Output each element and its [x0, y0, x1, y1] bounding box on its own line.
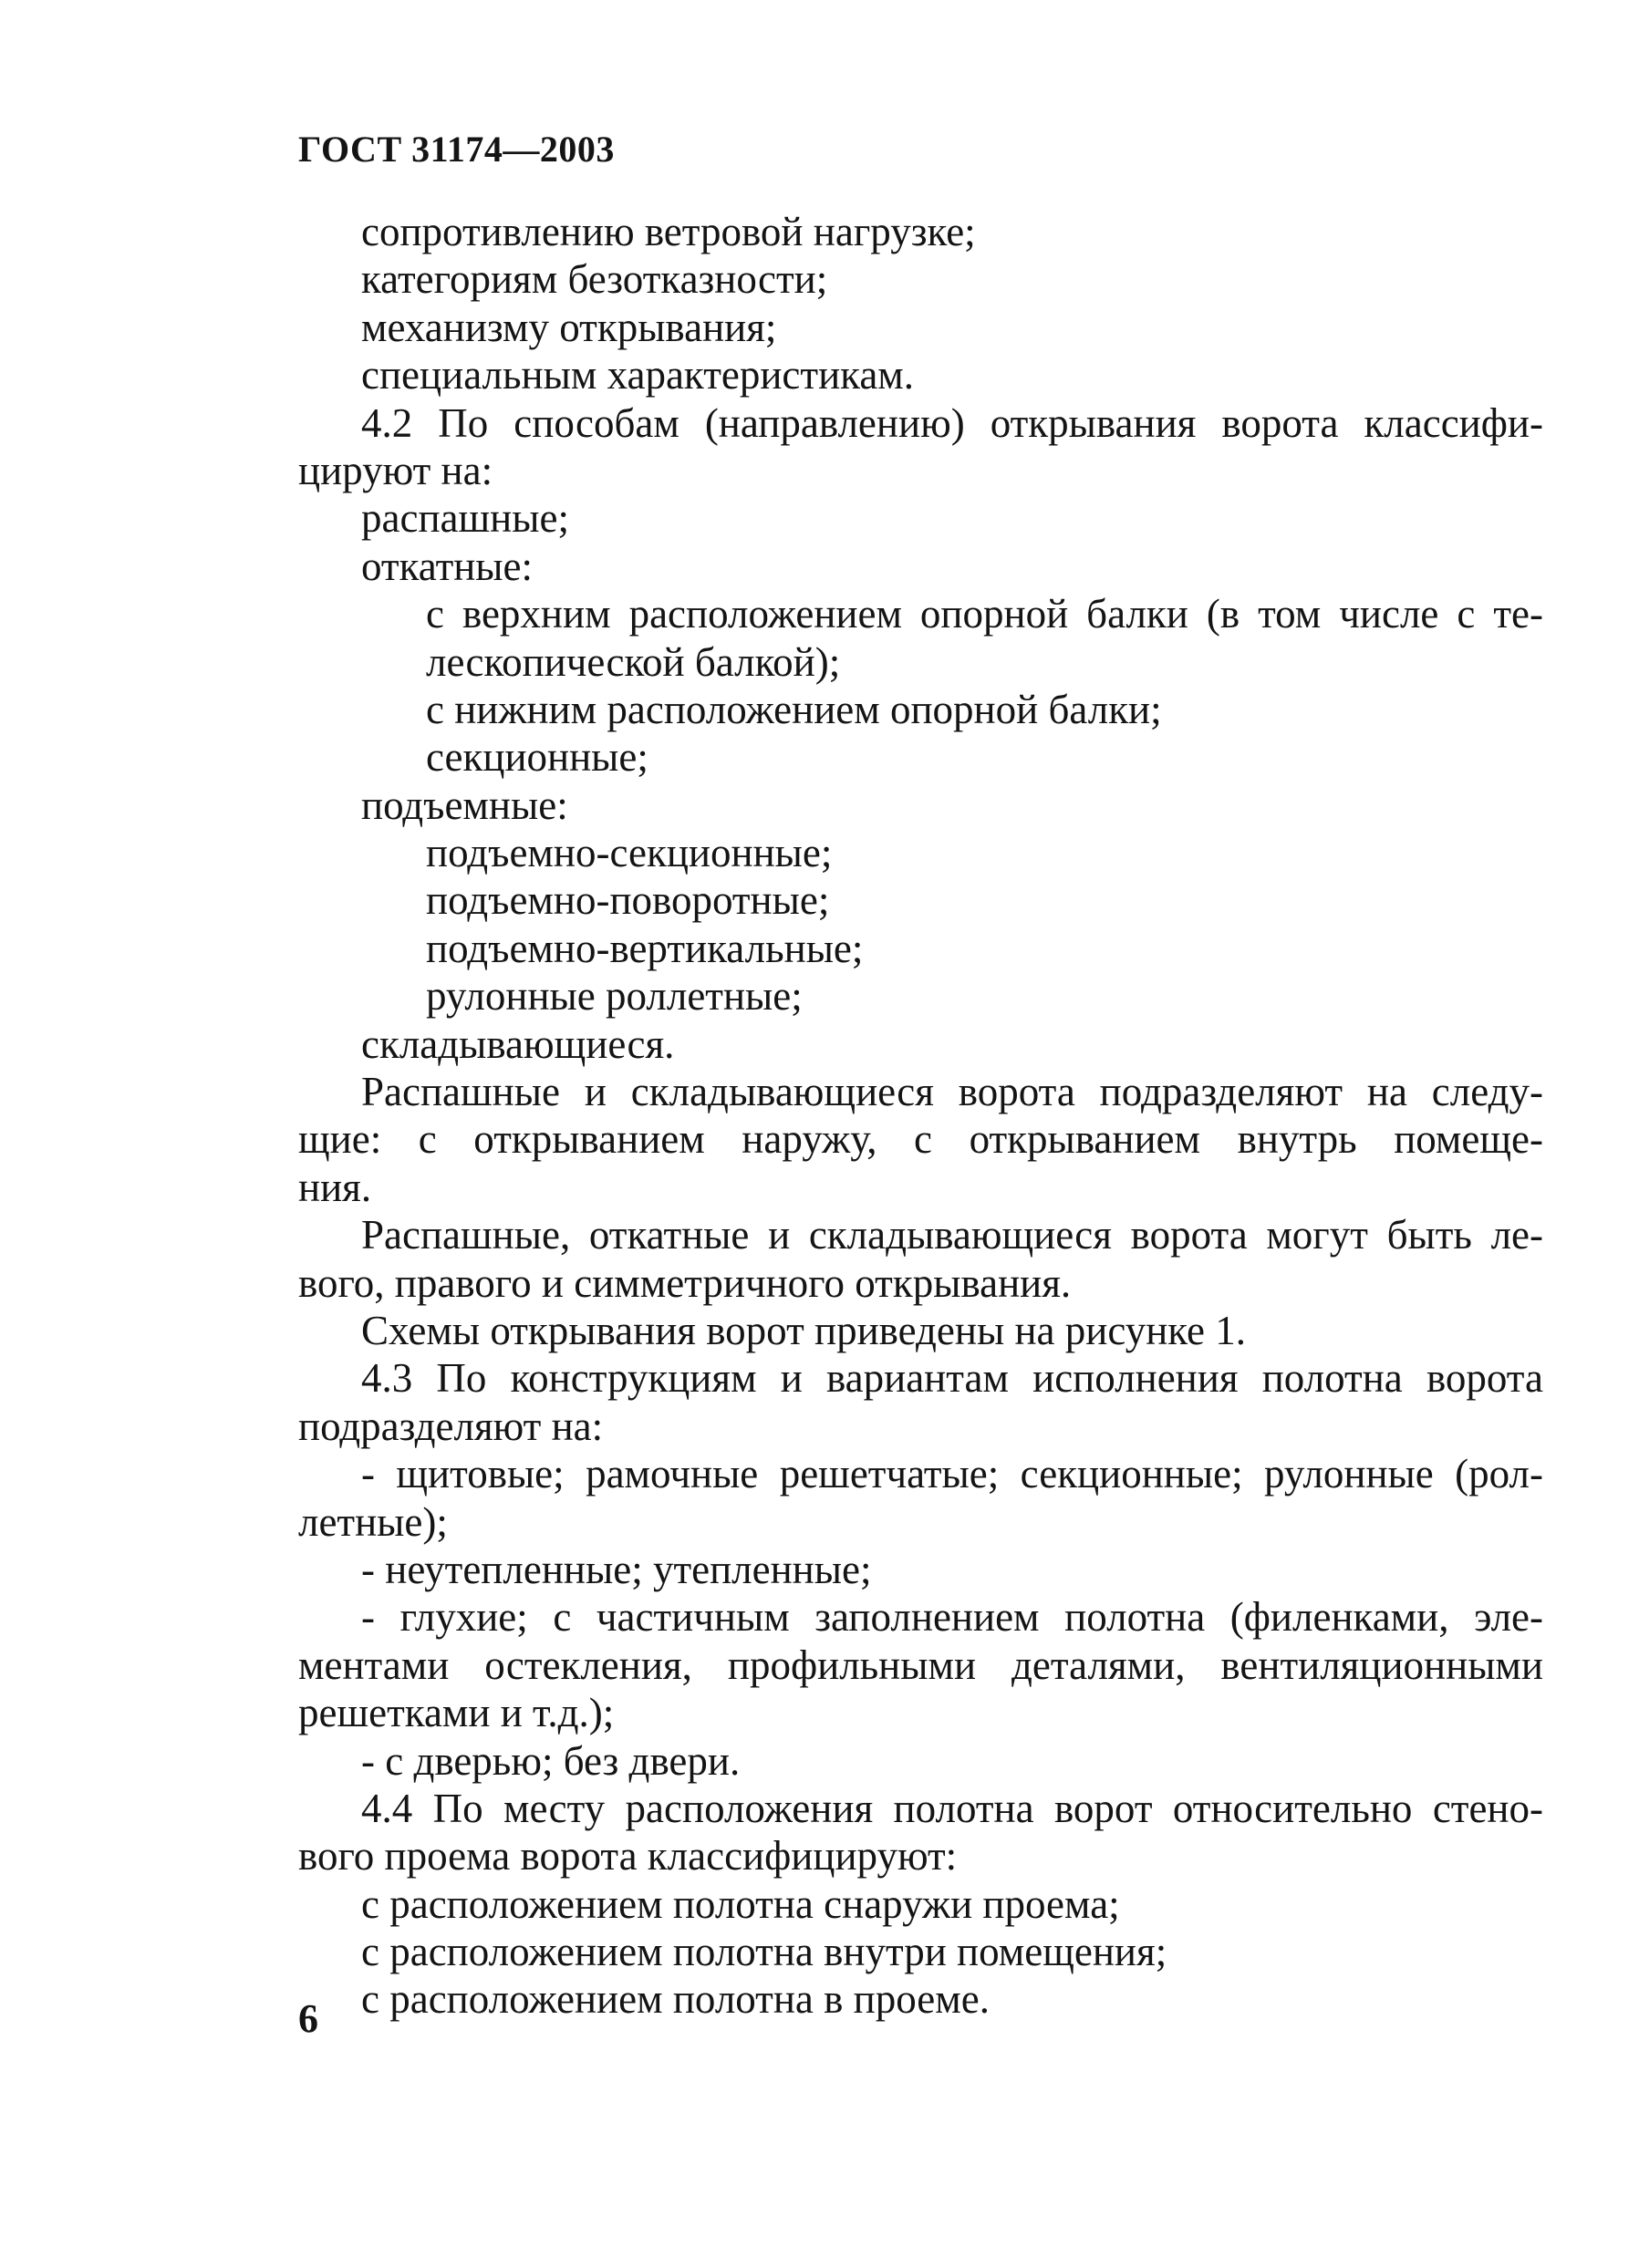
- text-line: - неутепленные; утепленные;: [361, 1546, 872, 1592]
- text-line: секционные;: [426, 734, 648, 781]
- text-line: - с дверью; без двери.: [361, 1737, 741, 1784]
- text-line: подъемные:: [361, 782, 568, 828]
- text-line: откатные:: [361, 543, 534, 589]
- text-line: решетками и т.д.);: [298, 1690, 615, 1736]
- text-line: летные);: [298, 1498, 448, 1545]
- text-line: лескопической балкой);: [426, 638, 841, 685]
- text-line: механизму открывания;: [361, 304, 777, 350]
- text-line: специальным характеристикам.: [361, 352, 915, 399]
- text-line: подъемно-вертикальные;: [426, 925, 864, 971]
- text-line: складывающиеся.: [361, 1020, 675, 1067]
- text-line: сопротивлению ветровой нагрузке;: [361, 209, 976, 254]
- text-line: - щитовые; рамочные решетчатые; секционные; рулонные (рол-: [361, 1451, 1543, 1497]
- text-line: подъемно-поворотные;: [426, 877, 830, 924]
- text-line: щие: с открыванием наружу, с открыванием внутрь помеще-: [298, 1116, 1543, 1163]
- text-line: распашные;: [361, 495, 569, 542]
- text-line: Распашные и складывающиеся ворота подразделяют на следу-: [361, 1069, 1543, 1115]
- document-body: [298, 208, 1543, 2024]
- text-line: с верхним расположением опорной балки (в том числе с те-: [426, 591, 1543, 637]
- page-number: 6: [298, 1996, 318, 2041]
- text-line: Распашные, откатные и складывающиеся ворота могут быть ле-: [361, 1212, 1543, 1258]
- text-line: 4.2 По способам (направлению) открывания ворота классифи-: [361, 399, 1543, 446]
- text-line: с расположением полотна внутри помещения;: [361, 1929, 1167, 1975]
- text-line: ментами остекления, профильными деталями, вентиляционными: [298, 1641, 1543, 1688]
- text-line: вого проема ворота классифицируют:: [298, 1833, 958, 1880]
- text-line: подразделяют на:: [298, 1403, 604, 1449]
- text-line: вого, правого и симметричного открывания.: [298, 1259, 1072, 1306]
- text-line: категориям безотказности;: [361, 256, 828, 303]
- text-line: цируют на:: [298, 447, 493, 493]
- text-line: Схемы открывания ворот приведены на рисунке 1.: [361, 1307, 1247, 1353]
- text-line: с нижним расположением опорной балки;: [426, 686, 1162, 732]
- text-line: с расположением полотна снаружи проема;: [361, 1880, 1120, 1927]
- text-line: подъемно-секционные;: [426, 830, 833, 876]
- text-line: с расположением полотна в проеме.: [361, 1976, 990, 2023]
- text-line: ния.: [298, 1164, 372, 1210]
- text-line: - глухие; с частичным заполнением полотна (филенками, эле-: [361, 1594, 1543, 1641]
- document-header: ГОСТ 31174—2003: [298, 129, 615, 170]
- text-line: 4.3 По конструкциям и вариантам исполнения полотна ворота: [361, 1355, 1543, 1402]
- text-line: рулонные роллетные;: [426, 973, 803, 1020]
- text-line: 4.4 По месту расположения полотна ворот относительно стено-: [361, 1785, 1543, 1831]
